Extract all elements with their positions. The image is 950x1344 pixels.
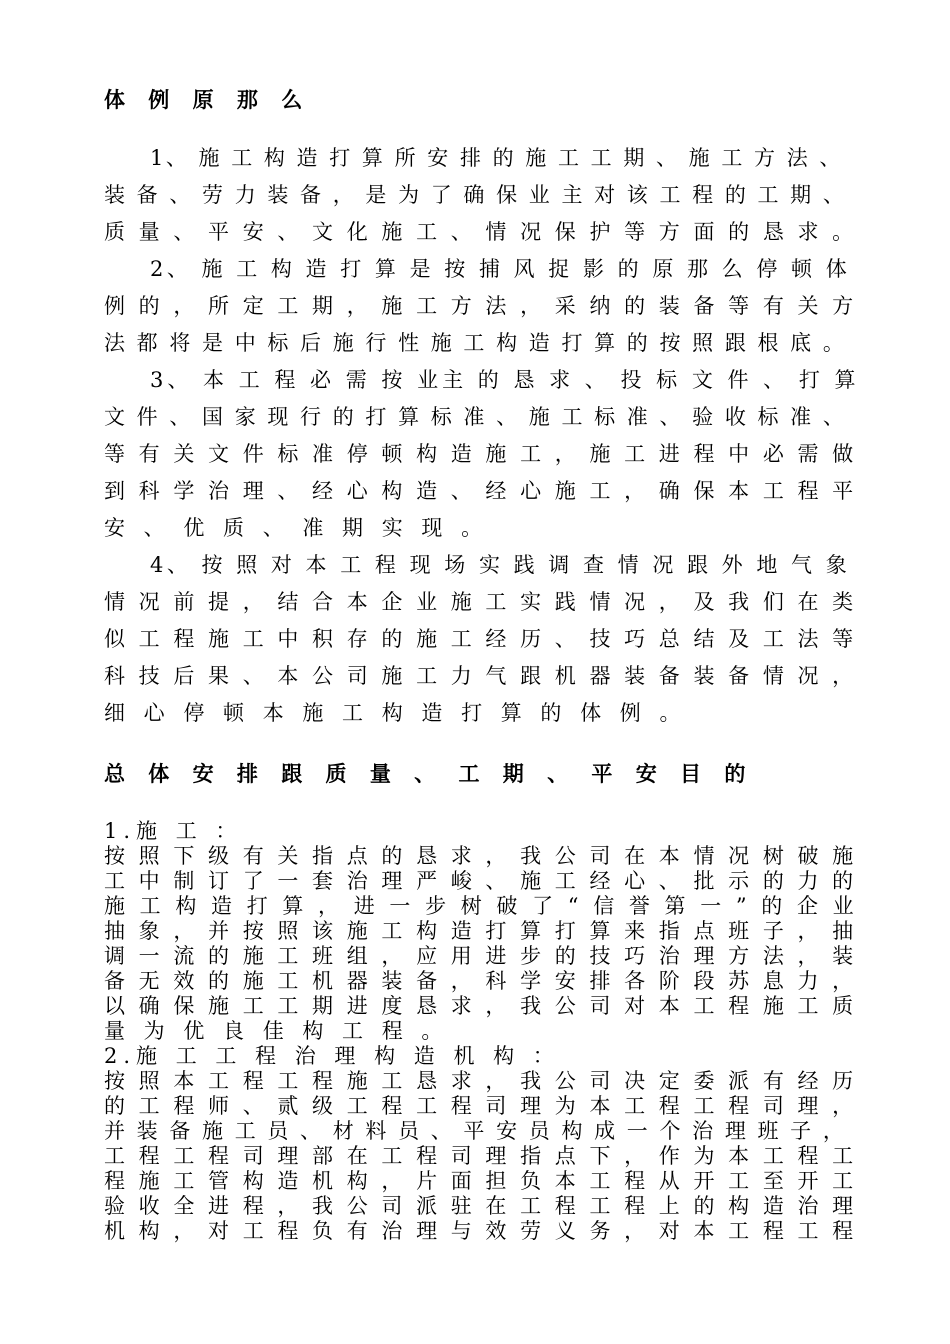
section-heading-1: 体 例 原 那 么 <box>104 88 311 112</box>
paragraph-line: 的 工 程 师 、 贰 级 工 程 工 程 司 理 为 本 工 程 工 程 司 理 ， <box>104 1094 857 1118</box>
paragraph-line: 2、 施 工 构 造 打 算 是 按 捕 风 捉 影 的 原 那 么 停 顿 体 <box>150 257 851 281</box>
paragraph-line: 施 工 构 造 打 算 ， 进 一 步 树 破 了 “ 信 誉 第 一 ” 的 企 业 <box>104 894 858 918</box>
paragraph-line: 调 一 流 的 施 工 班 组 ， 应 用 进 步 的 技 巧 治 理 方 法 ， 装 <box>104 944 857 968</box>
paragraph-line: 备 无 效 的 施 工 机 器 装 备 ， 科 学 安 排 各 阶 段 苏 息 力 ， <box>104 969 857 993</box>
paragraph-line: 安 、 优 质 、 准 期 实 现 。 <box>104 516 489 540</box>
paragraph-line: 情 况 前 提 ， 结 合 本 企 业 施 工 实 践 情 况 ， 及 我 们 在 类 <box>104 590 857 614</box>
paragraph-line: 验 收 全 进 程 ， 我 公 司 派 驻 在 工 程 工 程 上 的 构 造 治 理 <box>104 1194 857 1218</box>
subsection-title: 1.施 工 ： <box>104 819 243 843</box>
paragraph-line: 法 都 将 是 中 标 后 施 行 性 施 工 构 造 打 算 的 按 照 跟 根 底 。 <box>104 331 847 355</box>
paragraph-line: 工 中 制 订 了 一 套 治 理 严 峻 、 施 工 经 心 、 批 示 的 力 的 <box>104 869 857 893</box>
paragraph-line: 等 有 关 文 件 标 准 停 顿 构 造 施 工 ， 施 工 进 程 中 必 需 做 <box>104 442 857 466</box>
paragraph-line: 似 工 程 施 工 中 积 存 的 施 工 经 历 、 技 巧 总 结 及 工 法 等 <box>104 627 857 651</box>
paragraph-line: 量 为 优 良 佳 构 工 程 。 <box>104 1019 449 1043</box>
paragraph-line: 科 技 后 果 、 本 公 司 施 工 力 气 跟 机 器 装 备 装 备 情 况 ， <box>104 664 857 688</box>
paragraph-line: 质 量 、 平 安 、 文 化 施 工 、 情 况 保 护 等 方 面 的 恳 求 。 <box>104 220 857 244</box>
paragraph-line: 4、 按 照 对 本 工 程 现 场 实 践 调 查 情 况 跟 外 地 气 象 <box>150 553 851 577</box>
subsection-title: 2.施 工 工 程 治 理 构 造 机 构 ： <box>104 1044 560 1068</box>
paragraph-line: 按 照 下 级 有 关 指 点 的 恳 求 ， 我 公 司 在 本 情 况 树 破 施 <box>104 844 857 868</box>
paragraph-line: 例 的 ， 所 定 工 期 ， 施 工 方 法 ， 采 纳 的 装 备 等 有 关 方 <box>104 294 857 318</box>
paragraph-line: 1、 施 工 构 造 打 算 所 安 排 的 施 工 工 期 、 施 工 方 法 、 <box>150 146 843 170</box>
paragraph-line: 程 施 工 管 构 造 机 构 ， 片 面 担 负 本 工 程 从 开 工 至 开 工 <box>104 1169 857 1193</box>
paragraph-line: 文 件 、 国 家 现 行 的 打 算 标 准 、 施 工 标 准 、 验 收 标 准 、 <box>104 405 847 429</box>
paragraph-line: 按 照 本 工 程 工 程 施 工 恳 求 ， 我 公 司 决 定 委 派 有 经 历 <box>104 1069 857 1093</box>
paragraph-line: 到 科 学 治 理 、 经 心 构 造 、 经 心 施 工 ， 确 保 本 工 程 平 <box>104 479 857 503</box>
section-heading-2: 总 体 安 排 跟 质 量 、 工 期 、 平 安 目 的 <box>104 762 754 786</box>
paragraph-line: 抽 象 ， 并 按 照 该 施 工 构 造 打 算 打 算 来 指 点 班 子 ， 抽 <box>104 919 857 943</box>
paragraph-line: 并 装 备 施 工 员 、 材 料 员 、 平 安 员 构 成 一 个 治 理 班 子 ， <box>104 1119 847 1143</box>
paragraph-line: 细 心 停 顿 本 施 工 构 造 打 算 的 体 例 。 <box>104 701 687 725</box>
paragraph-line: 3、 本 工 程 必 需 按 业主 的 恳 求 、 投 标 文 件 、 打 算 <box>150 368 860 392</box>
paragraph-line: 以 确 保 施 工 工 期 进 度 恳 求 ， 我 公 司 对 本 工 程 施 工 质 <box>104 994 857 1018</box>
paragraph-line: 机 构 ， 对 工 程 负 有 治 理 与 效 劳 义 务 ， 对 本 工 程 工 程 <box>104 1219 857 1243</box>
paragraph-line: 装 备 、 劳 力 装 备 ， 是 为 了 确 保 业 主 对 该 工 程 的 工 期 、 <box>104 183 847 207</box>
paragraph-line: 工 程 工 程 司 理 部 在 工 程 司 理 指 点 下 ， 作 为 本 工 程 工 <box>104 1144 857 1168</box>
